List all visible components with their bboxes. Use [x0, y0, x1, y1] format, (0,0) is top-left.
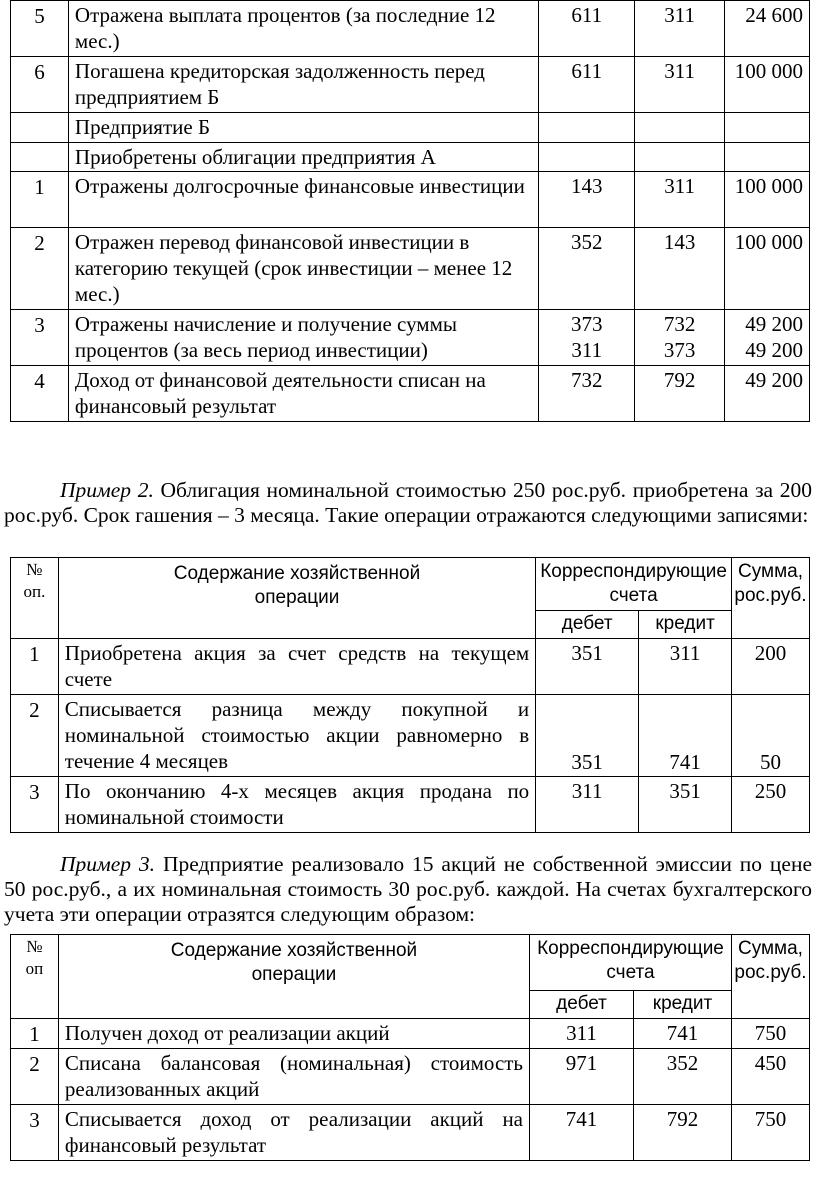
credit-account-line: 373	[663, 338, 696, 362]
amount: 100 000	[725, 172, 810, 228]
credit-account: 311	[635, 1, 725, 57]
example-3-text: Предприятие реализовало 15 акций не собственной эмиссии по цене 50 рос.руб., а их номинальная стоимость 30 рос.руб. каждой. На счетах бухгалтерского учета эти операции отразятся следующим образом:	[4, 852, 812, 926]
row-number: 3	[11, 1105, 59, 1161]
row-number: 6	[11, 57, 69, 113]
operation-text: Отражена выплата процентов (за последние 12 мес.)	[68, 1, 538, 57]
table-row	[11, 639, 810, 695]
table-row	[11, 172, 810, 228]
header-accounts: Корреспондирующие счета	[536, 558, 732, 611]
row-number: 4	[11, 366, 69, 422]
debit-account: 611	[539, 57, 635, 113]
debit-account	[539, 143, 635, 172]
table-row	[11, 113, 810, 143]
row-number: 2	[11, 1049, 59, 1105]
amount: 750	[731, 1019, 809, 1049]
example-3-table	[10, 934, 810, 1161]
table-row	[11, 57, 810, 113]
row-number: 1	[11, 172, 69, 228]
credit-account	[635, 113, 725, 143]
table-row	[11, 1019, 810, 1049]
credit-account: 352	[633, 1049, 731, 1105]
table-row	[11, 1049, 810, 1105]
header-content: Содержание хозяйственной операции	[58, 558, 535, 639]
operation-text: Доход от финансовой деятельности списан на финансовый результат	[68, 366, 538, 422]
amount: 200	[732, 639, 810, 695]
section-heading: Приобретены облигации предприятия А	[68, 143, 538, 172]
header-sum: Сумма, рос.руб.	[731, 935, 809, 1019]
amount: 750	[731, 1105, 809, 1161]
debit-account: 352	[539, 228, 635, 310]
amount: 100 000	[725, 228, 810, 310]
row-number	[11, 143, 69, 172]
header-debit: дебет	[536, 611, 639, 639]
example-2-label: Пример 2.	[60, 478, 154, 502]
credit-account: 311	[639, 639, 732, 695]
example-2-paragraph	[4, 478, 812, 528]
amount-line: 49 200	[745, 312, 803, 336]
header-credit: кредит	[639, 611, 732, 639]
example-2-text: Облигация номинальной стоимостью 250 рос.руб. приобретена за 200 рос.руб. Срок гашения – 3 месяца. Такие операции отражаются следующими записями:	[4, 478, 813, 527]
journal-table-continuation	[10, 0, 810, 422]
operation-text: Списывается разница между покупной и номинальной стоимостью акции равномерно в течение 4 месяцев	[58, 695, 535, 777]
credit-account: 792	[633, 1105, 731, 1161]
amount: 49 200	[725, 366, 810, 422]
credit-account	[635, 310, 725, 366]
table-row	[11, 310, 810, 366]
header-accounts: Корреспондирующие счета	[530, 935, 732, 991]
table-row	[11, 228, 810, 310]
amount: 250	[732, 777, 810, 833]
debit-account: 611	[539, 1, 635, 57]
debit-account	[539, 113, 635, 143]
debit-account-line: 311	[571, 338, 603, 362]
debit-account: 311	[530, 1019, 634, 1049]
table-header-row	[11, 558, 810, 611]
operation-text: Отражен перевод финансовой инвестиции в категорию текущей (срок инвестиции – менее 12 мес.)	[68, 228, 538, 310]
operation-text: По окончанию 4-х месяцев акция продана по номинальной стоимости	[58, 777, 535, 833]
amount	[725, 113, 810, 143]
row-number: 5	[11, 1, 69, 57]
operation-text: Списывается доход от реализации акций на финансовый результат	[58, 1105, 529, 1161]
operation-text: Погашена кредиторская задолженность перед предприятием Б	[68, 57, 538, 113]
credit-account: 792	[635, 366, 725, 422]
debit-account: 351	[536, 695, 639, 777]
credit-account: 311	[635, 172, 725, 228]
example-3-paragraph	[4, 852, 812, 927]
table-row	[11, 143, 810, 172]
header-sum: Сумма, рос.руб.	[732, 558, 810, 639]
operation-text: Отражены начисление и получение суммы процентов (за весь период инвестиции)	[68, 310, 538, 366]
debit-account: 351	[536, 639, 639, 695]
table-row	[11, 695, 810, 777]
debit-account-line: 373	[570, 312, 603, 336]
row-number: 2	[11, 228, 69, 310]
credit-account: 351	[639, 777, 732, 833]
debit-account: 143	[539, 172, 635, 228]
row-number: 2	[11, 695, 59, 777]
example-3-label: Пример 3.	[60, 852, 156, 876]
row-number: 1	[11, 639, 59, 695]
credit-account	[635, 143, 725, 172]
row-number: 1	[11, 1019, 59, 1049]
debit-account: 732	[539, 366, 635, 422]
row-number: 3	[11, 777, 59, 833]
operation-text: Получен доход от реализации акций	[58, 1019, 529, 1049]
example-2-table	[10, 557, 810, 833]
debit-account: 741	[530, 1105, 634, 1161]
credit-account: 741	[633, 1019, 731, 1049]
table-row	[11, 777, 810, 833]
debit-account: 311	[536, 777, 639, 833]
credit-account: 143	[635, 228, 725, 310]
operation-text: Отражены долгосрочные финансовые инвестиции	[68, 172, 538, 228]
table-row	[11, 1105, 810, 1161]
credit-account: 311	[635, 57, 725, 113]
header-content: Содержание хозяйственной операции	[58, 935, 529, 1019]
amount: 450	[731, 1049, 809, 1105]
table-header-row	[11, 935, 810, 991]
header-debit: дебет	[530, 991, 634, 1019]
row-number	[11, 113, 69, 143]
debit-account: 971	[530, 1049, 634, 1105]
header-number: № оп	[11, 935, 59, 1019]
header-number: № оп.	[11, 558, 59, 639]
header-credit: кредит	[633, 991, 731, 1019]
section-heading: Предприятие Б	[68, 113, 538, 143]
amount: 24 600	[725, 1, 810, 57]
table-row	[11, 1, 810, 57]
debit-account	[539, 310, 635, 366]
amount	[725, 310, 810, 366]
operation-text: Приобретена акция за счет средств на текущем счете	[58, 639, 535, 695]
operation-text: Списана балансовая (номинальная) стоимость реализованных акций	[58, 1049, 529, 1105]
table-row	[11, 366, 810, 422]
amount: 100 000	[725, 57, 810, 113]
credit-account-line: 732	[663, 312, 696, 336]
credit-account: 741	[639, 695, 732, 777]
amount-line: 49 200	[745, 338, 803, 362]
amount	[725, 143, 810, 172]
row-number: 3	[11, 310, 69, 366]
amount: 50	[732, 695, 810, 777]
